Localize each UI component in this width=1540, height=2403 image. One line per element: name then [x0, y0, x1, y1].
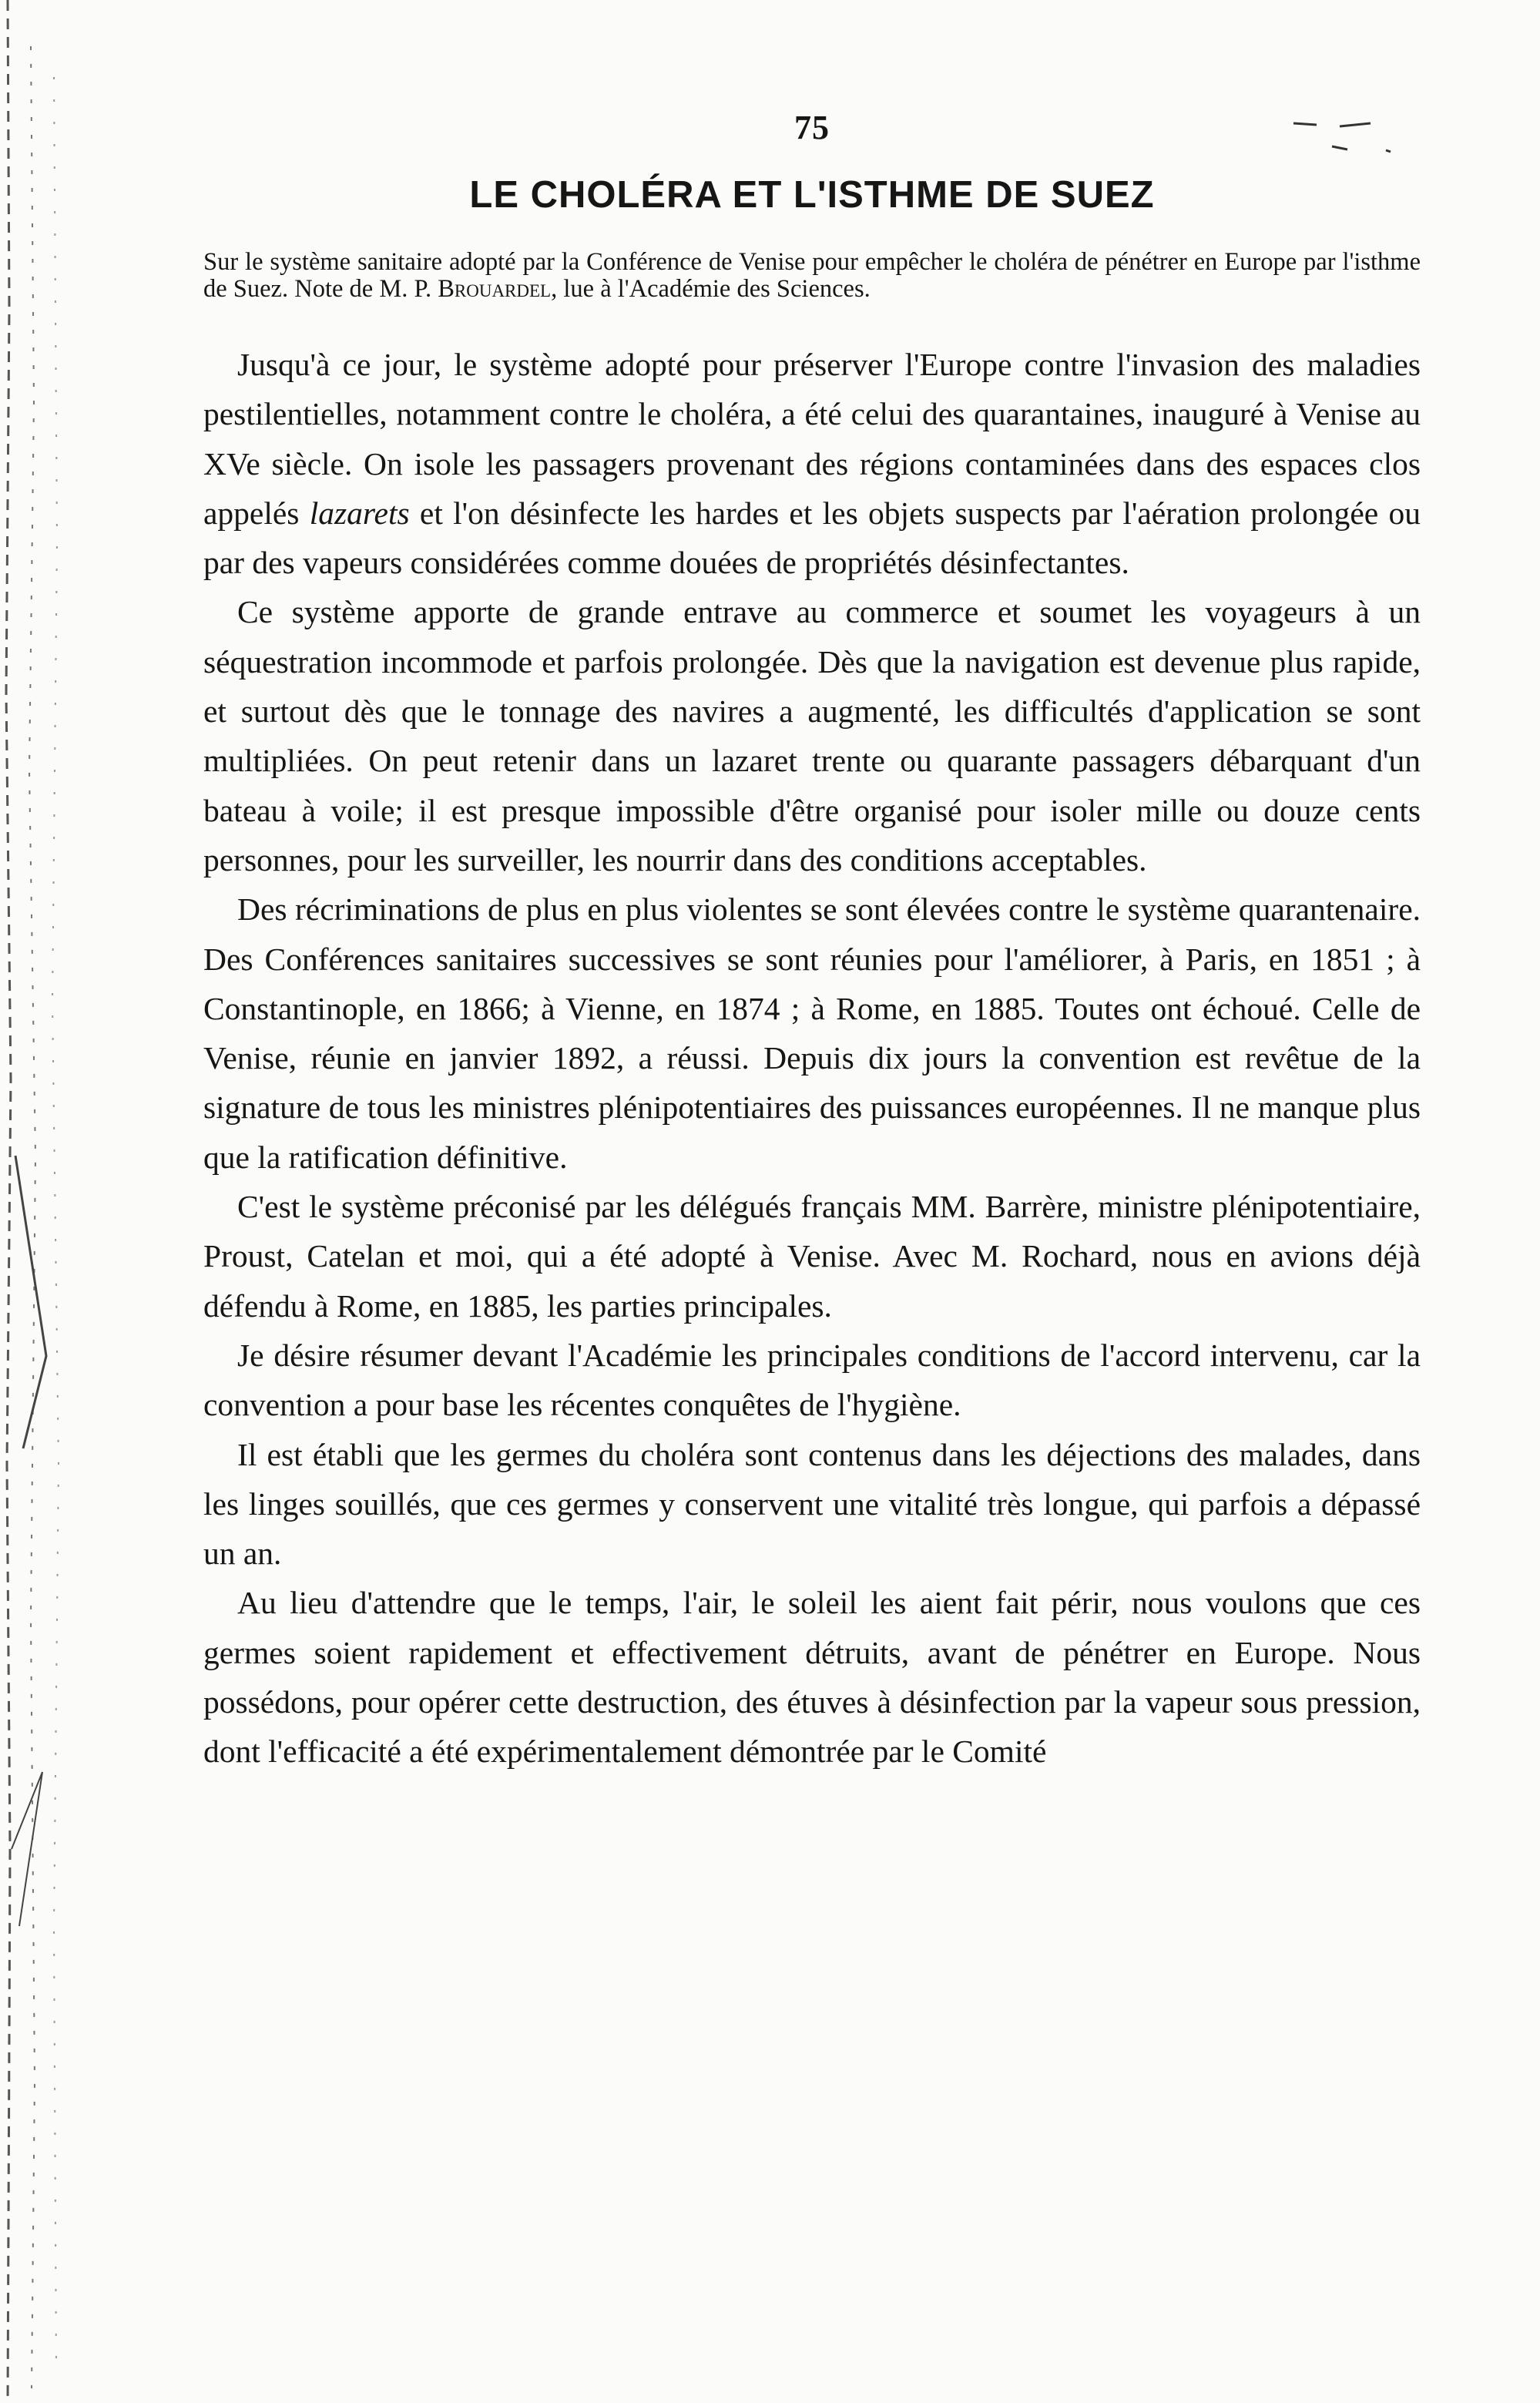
paragraph-5: Je désire résumer devant l'Académie les principales conditions de l'accord intervenu, car la convention a pour base les récentes conquêtes de l'hygiène.	[203, 1337, 1421, 1423]
article-abstract	[203, 249, 1421, 303]
paragraph-4: C'est le système préconisé par les délégués français MM. Barrère, ministre plénipotentiaire, Proust, Catelan et moi, qui a été adopté à Venise. Avec M. Rochard, nous en avions déjà défendu à Rome, en 1885, les parties principales.	[203, 1189, 1421, 1324]
article-body	[203, 340, 1421, 1777]
paragraph-1-part-a: Jusqu'à ce jour, le système adopté pour préserver l'Europe contre l'invasion des maladies pestilentielles, notamment contre le choléra, a été celui des quarantaines, inauguré à Venise au XVe siècle. On isole les passagers provenant des régions contaminées dans des espaces clos appelés	[203, 347, 1421, 531]
paragraph-2: Ce système apporte de grande entrave au commerce et soumet les voyageurs à un séquestration incommode et parfois prolongée. Dès que la navigation est devenue plus rapide, et surtout dès que le tonnage des navires a augmenté, les difficultés d'application se sont multipliées. On peut retenir dans un lazaret trente ou quarante passagers débarquant d'un bateau à voile; il est presque impossible d'être organisé pour isoler mille ou douze cents personnes, pour les surveiller, les nourrir dans des conditions acceptables.	[203, 594, 1421, 878]
italic-term-lazarets: lazarets	[309, 495, 410, 531]
paragraph-7: Au lieu d'attendre que le temps, l'air, le soleil les aient fait périr, nous voulons que ces germes soient rapidement et effectivement détruits, avant de pénétrer en Europe. Nous possédons, pour opérer cette destruction, des étuves à désinfection par la vapeur sous pression, dont l'efficacité a été expérimentalement démontrée par le Comité	[203, 1585, 1421, 1770]
abstract-text: Sur le système sanitaire adopté par la Conférence de Venise pour empêcher le choléra de pénétrer en Europe par l'isthme de Suez. Note de M. P.	[203, 248, 1421, 303]
paragraph-3: Des récriminations de plus en plus violentes se sont élevées contre le système quarantenaire. Des Conférences sanitaires successives se sont réunies pour l'améliorer, à Paris, en 1851 ; à Constantinople, en 1866; à Vienne, en 1874 ; à Rome, en 1885. Toutes ont échoué. Celle de Venise, réunie en janvier 1892, a réussi. Depuis dix jours la convention est revêtue de la signature de tous les ministres plénipotentiaires des puissances européennes. Il ne manque plus que la ratification définitive.	[203, 891, 1421, 1175]
paragraph-1-part-b: et l'on désinfecte les hardes et les objets suspects par l'aération prolongée ou par des vapeurs considérées comme douées de propriétés désinfectantes.	[203, 495, 1421, 581]
article-title: LE CHOLÉRA ET L'ISTHME DE SUEZ	[469, 174, 1155, 216]
binding-edge-artifact	[0, 0, 85, 2403]
page-number: 75	[794, 109, 830, 146]
abstract-tail: , lue à l'Académie des Sciences.	[551, 275, 871, 303]
paragraph-6: Il est établi que les germes du choléra sont contenus dans les déjections des malades, dans les linges souillés, que ces germes y conservent une vitalité très longue, qui parfois a dépassé un an.	[203, 1436, 1421, 1572]
paragraph-1	[203, 340, 1421, 587]
author-name: Brouardel	[438, 275, 552, 303]
document-page	[203, 108, 1421, 1777]
